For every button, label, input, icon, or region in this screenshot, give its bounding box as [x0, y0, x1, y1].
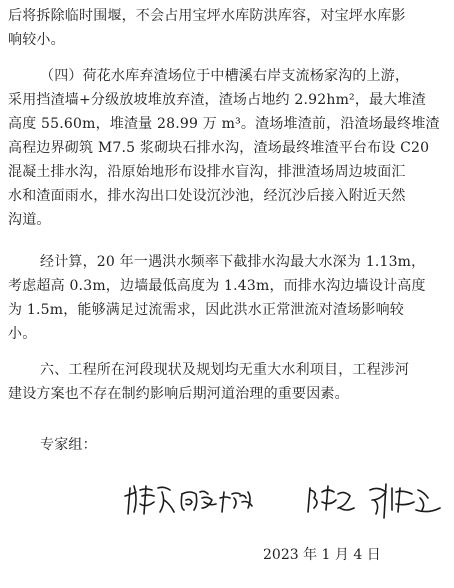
document-date: 2023 年 1 月 4 日 — [263, 547, 381, 563]
signature-2 — [181, 491, 216, 510]
text-line: 响较小。 — [8, 32, 65, 48]
signature-1 — [125, 486, 174, 514]
signature-4 — [308, 486, 354, 512]
text-line: 建设方案也不存在制约影响后期河道治理的重要因素。 — [8, 386, 349, 402]
text-line: 为 1.5m，能够满足过流需求，因此洪水正常泄流对渣场影响较 — [8, 302, 404, 318]
text-line: 六、工程所在河段现状及规划均无重大水利项目，工程涉河 — [40, 362, 410, 378]
text-line: 高程边界砌筑 M7.5 浆砌块石排水沟，渣场最终堆渣平台布设 C20 — [8, 140, 430, 156]
signatures-image — [124, 478, 444, 522]
text-line: 混凝土排水沟，沿原始地形布设排水盲沟，排泄渣场周边坡面汇 — [8, 164, 406, 180]
text-line: （四）荷花水库弃渣场位于中槽溪右岸支流杨家沟的上游， — [40, 68, 410, 84]
signature-5 — [370, 484, 440, 518]
signature-3 — [220, 492, 252, 512]
text-line: 小。 — [8, 326, 37, 342]
text-line: 沟道。 — [8, 212, 51, 228]
text-line: 高度 55.60m，堆渣量 28.99 万 m³。渣场堆渣前，沿渣场最终堆渣 — [8, 116, 440, 132]
text-line: 水和渣面雨水，排水沟出口处设沉沙池，经沉沙后接入附近天然 — [8, 188, 406, 204]
text-line: 考虑超高 0.3m，边墙最低高度为 1.43m，而排水沟边墙设计高度 — [8, 278, 426, 294]
text-line: 采用挡渣墙+分级放坡堆放弃渣，渣场占地约 2.92hm²，最大堆渣 — [8, 92, 426, 108]
text-line: 经计算，20 年一遇洪水频率下截排水沟最大水深为 1.13m， — [40, 254, 426, 270]
text-line: 后将拆除临时围堰，不会占用宝坪水库防洪库容，对宝坪水库影 — [8, 8, 406, 24]
expert-group-label: 专家组： — [40, 437, 97, 453]
